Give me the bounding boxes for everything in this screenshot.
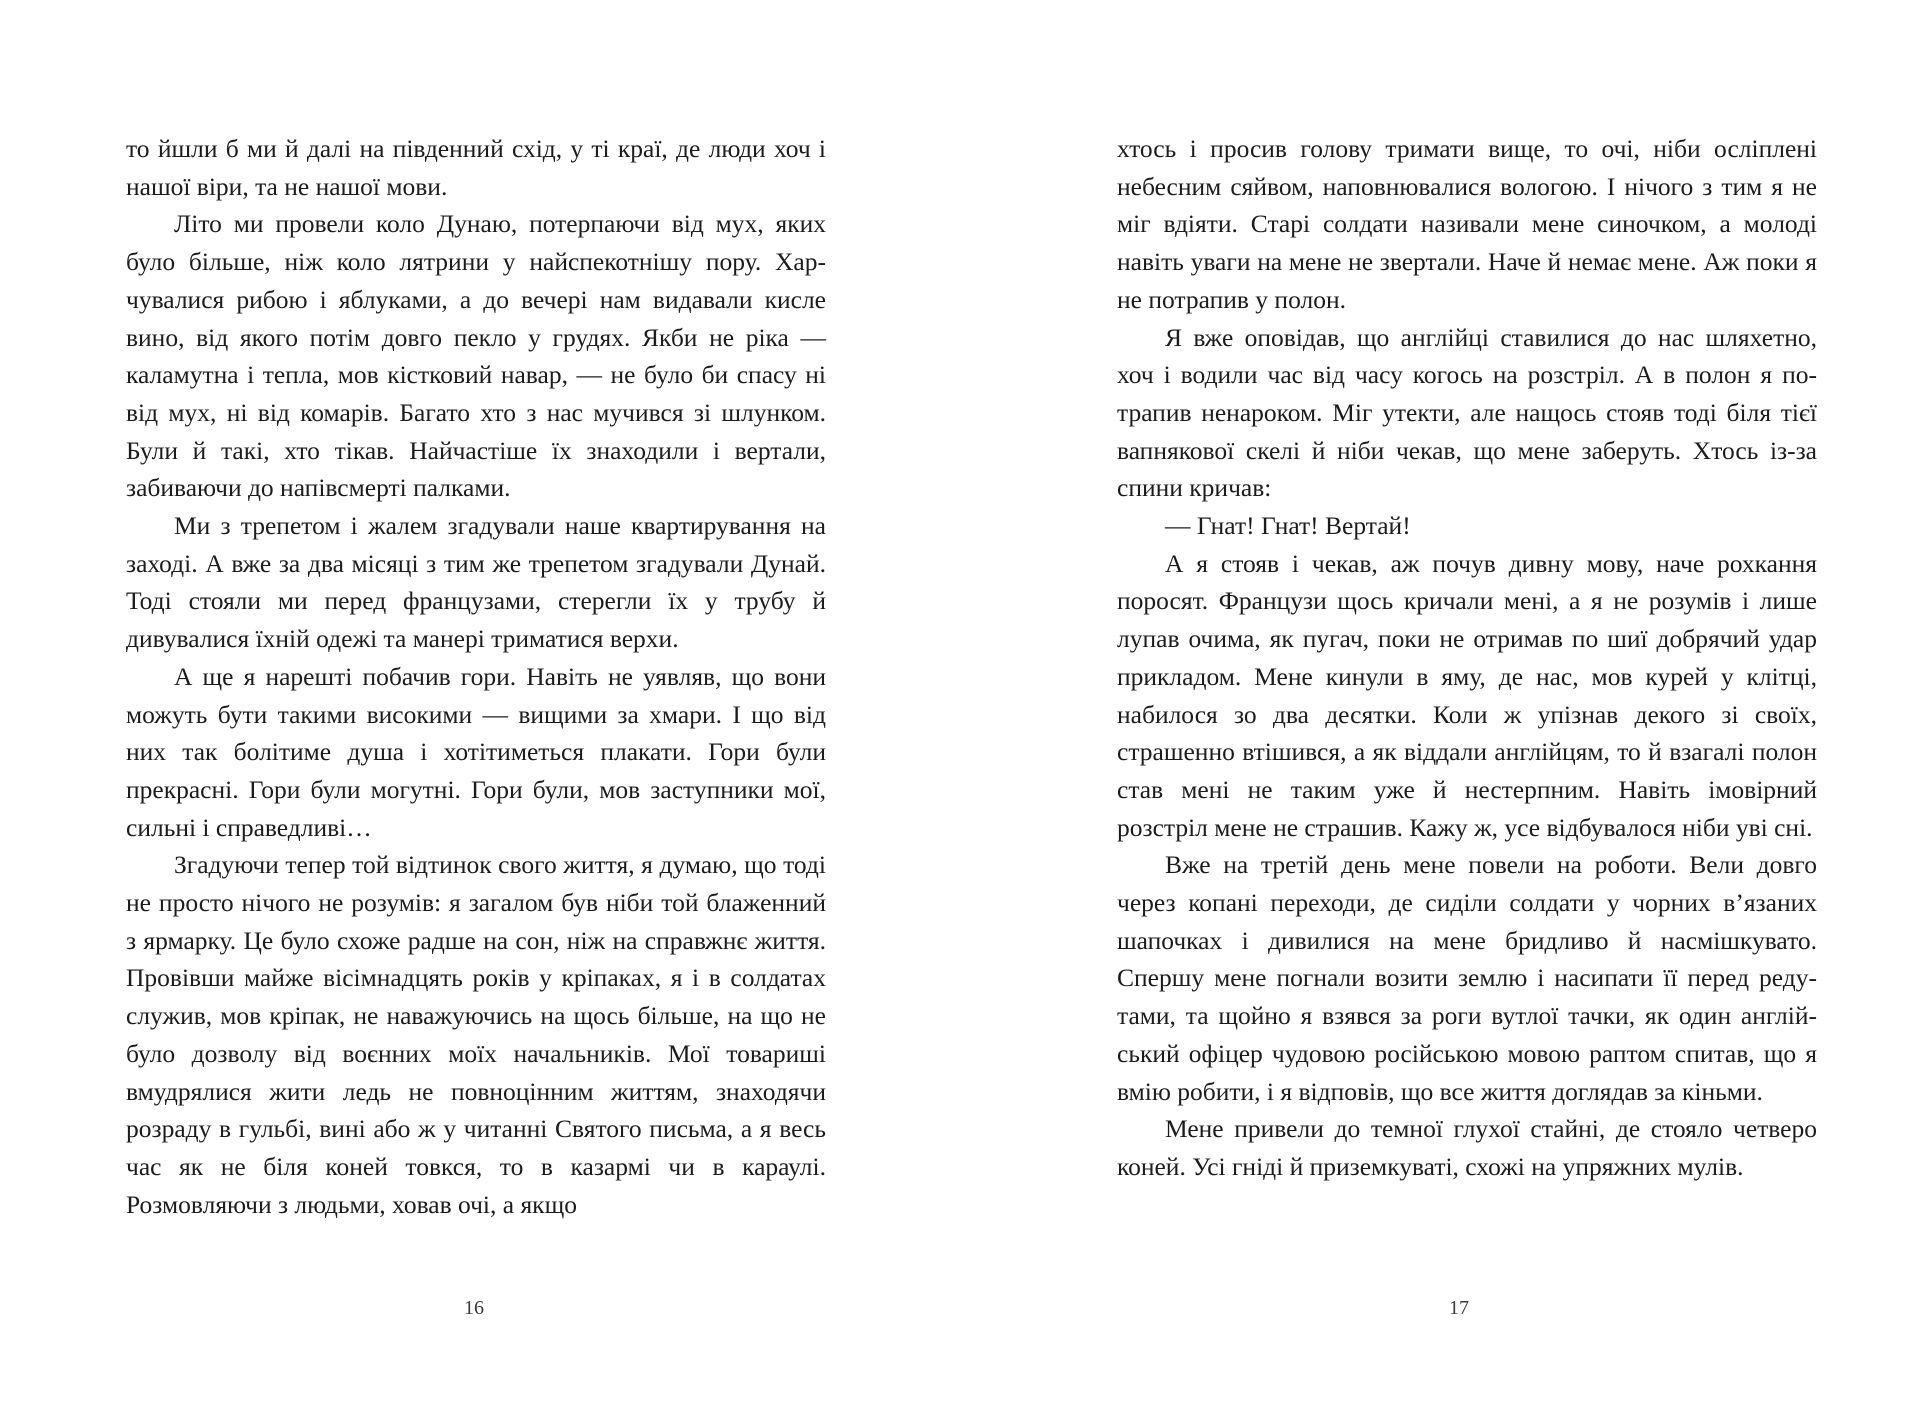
- paragraph: Мене привели до темної глухої стайні, де стояло четверо коней. Усі гніді й приземкуваті, схожі на упряжних мулів.: [1117, 1114, 1817, 1181]
- paragraph: А ще я нарешті побачив гори. Навіть не уявляв, що вони можуть бути такими високими — вищими за хмари. І що від них так болітиме душа і хотітиметься плакати. Гори були прекрасні. Гори були могутні. Гори були, мов заступники мої, сильні і справедливі…: [126, 661, 826, 842]
- paragraph: Ми з трепетом і жалем згадували наше квартирування на заході. А вже за два місяці з тим же трепетом згадували Дунай. Тоді стояли ми перед французами, стерегли їх у трубу й дивувалися їхній одежі та манері триматися верхи.: [126, 511, 826, 654]
- paragraph: то йшли б ми й далі на південний схід, у ті краї, де люди хоч і нашої віри, та не нашої мови.: [126, 134, 826, 201]
- paragraph: А я стояв і чекав, аж почув дивну мову, наче рохкання поросят. Французи щось кричали мені, а я не розумів і лише лупав очима, як пугач, поки не отримав по шиї добрячий удар прикладом. Мене кинули в яму, де нас, мов курей у клітці, набилося зо два десятки. Коли ж упізнав декого зі своїх, страшенно втішився, а як віддали англійцям, то й взагалі полон став мені не таким уже й нестерпним. Навіть імовірний розстріл мене не страшив. Кажу ж, усе відбувалося ніби уві сні.: [1117, 548, 1817, 842]
- paragraph: Я вже оповідав, що англійці ставилися до нас шляхетно, хоч і водили час від часу когось на розстріл. А в полон я потрапив ненароком. Міг утекти, але нащось стояв тоді біля тієї вапнякової скелі й ніби чекав, що мене заберуть. Хтось із-за спини кричав:: [1117, 322, 1817, 503]
- paragraph: Згадуючи тепер той відтинок свого життя, я думаю, що тоді не просто нічого не розумів: я загалом був ніби той блаженний з ярмарку. Це було схоже радше на сон, ніж на справжнє життя. Провівши майже вісімнадцять років у кріпаках, я і в солдатах служив, мов кріпак, не наважуючись на щось більше, на що не було дозволу від воєнних моїх начальників. Мої товариші вмудрялися жити ледь не повноцінним життям, знаходячи розраду в гульбі, вині або ж у читанні Святого письма, а я весь час як не біля коней товкся, то в казармі чи в караулі. Розмовляючи з людьми, ховав очі, а якщо: [126, 850, 826, 1219]
- right-page-text: [1117, 130, 1817, 1186]
- left-page-text: [126, 130, 826, 1223]
- right-page-number: 17: [1449, 1297, 1469, 1319]
- paragraph: Літо ми провели коло Дунаю, потерпаючи від мух, яких було більше, ніж коло лятрини у найспекотнішу пору. Харчувалися рибою і яблуками, а до вечері нам видавали кисле вино, від якого потім довго пекло у грудях. Якби не ріка — каламутна і тепла, мов кістковий навар, — не було би спасу ні від мух, ні від комарів. Багато хто з нас мучився зі шлунком. Були й такі, хто тікав. Найчастіше їх знаходили і вертали, забиваючи до напівсмерті палками.: [126, 209, 826, 503]
- paragraph: Вже на третій день мене повели на роботи. Вели довго через копані переходи, де сиділи солдати у чорних в’язаних шапочках і дивилися на мене бридливо й насмішкувато. Спершу мене погнали возити землю і насипати її перед редутами, та щойно я взявся за роги вутлої тачки, як один англійський офіцер чудовою російською мовою раптом спитав, що я вмію робити, і я відповів, що все життя доглядав за кіньми.: [1117, 850, 1817, 1106]
- left-page-number: 16: [464, 1297, 484, 1319]
- dialogue-line: — Гнат! Гнат! Вертай!: [1165, 511, 1411, 541]
- paragraph: хтось і просив голову тримати вище, то очі, ніби осліплені небесним сяйвом, наповнювалися вологою. І нічого з тим я не міг вдіяти. Старі солдати називали мене синочком, а молоді навіть уваги на мене не звертали. Наче й немає мене. Аж поки я не потрапив у полон.: [1117, 134, 1817, 314]
